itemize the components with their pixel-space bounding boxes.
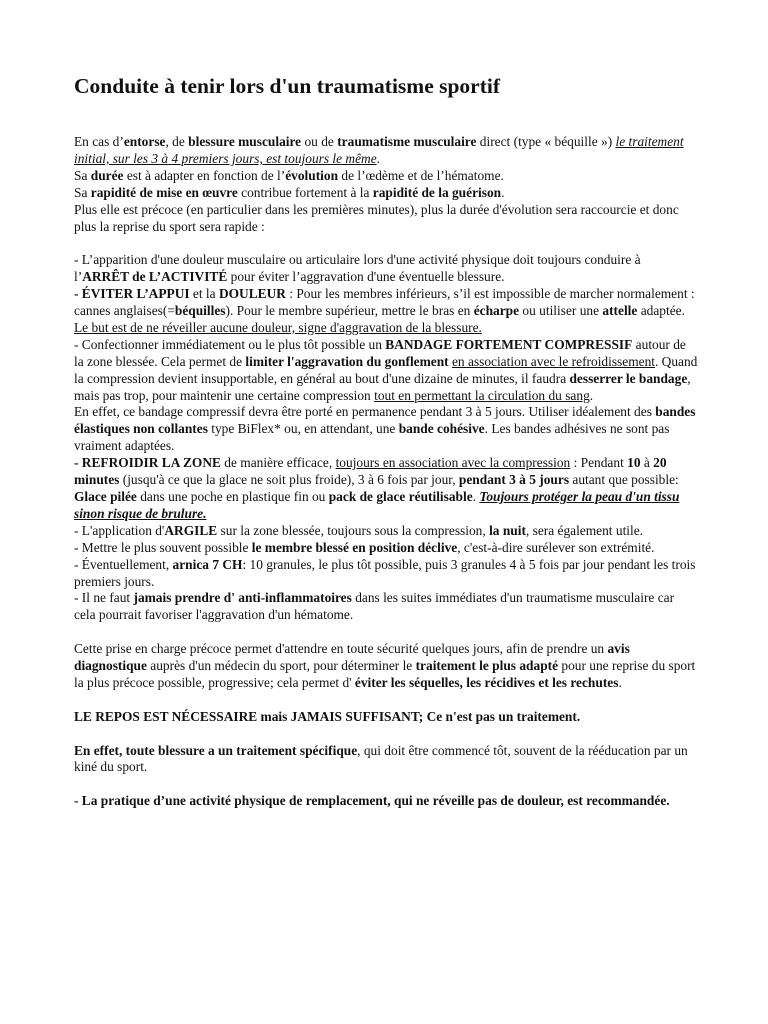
text-run: Cette prise en charge précoce permet d'attendre en toute sécurité quelques jours, afin de prendre un [74,641,608,657]
text-run: . [618,674,622,690]
text-run: contribue fortement à la [237,184,373,200]
bold-term: Glace pilée [74,489,137,505]
text-run: , sera également utile. [525,522,644,538]
argile-paragraph [74,523,698,540]
repos-statement: LE REPOS EST NÉCESSAIRE mais JAMAIS SUFFISANT; Ce n'est pas un traitement. [74,708,581,724]
text-run: En cas d’ [74,134,124,149]
text-run: (jusqu'à ce que la glace ne soit plus froide), 3 à 6 fois par jour, [119,472,459,488]
emphasized-statement: le traitement initial, sur les 3 à 4 premiers jours, est toujours le même [74,134,684,166]
bold-term: durée [90,167,124,183]
bold-term: BANDAGE FORTEMENT COMPRESSIF [385,336,633,352]
text-run: auprès d'un médecin du sport, pour déterminer le [146,658,416,674]
bold-term: DOULEUR [218,286,286,302]
text-run: direct (type « béquille ») [476,134,616,149]
text-run: . Quand la compression devient insupportable, en général au bout d'une dizaine de minutes, il faudra [74,353,698,386]
text-run: : Pendant [570,455,628,471]
text-run: pour éviter l’aggravation d'une éventuelle blessure. [227,269,505,285]
text-run: type BiFlex* ou, en attendant, une [207,421,399,437]
text-run: - Il ne faut [74,590,134,606]
paragraph-gap [74,692,698,709]
text-run: , c'est-à-dire surélever son extrémité. [457,539,655,555]
text-run: . Les bandes adhésives ne sont pas vraiment adaptées. [74,421,670,454]
document-title: Conduite à tenir lors d'un traumatisme sportif [74,74,501,98]
text-run: , qui doit être commencé tôt, souvent de la rééducation par un kiné du sport. [74,742,688,775]
text-run: de manière efficace, [220,455,336,471]
text-run: , mais pas trop, pour maintenir une certaine compression [74,370,691,403]
bold-term: jamais prendre d' anti-inflammatoires [133,590,352,606]
bandage-effet-paragraph [74,404,698,455]
bold-term: pendant 3 à 5 jours [458,472,570,488]
traitement-specifique-paragraph [74,743,698,777]
duree-paragraph [74,168,698,185]
bold-term: évolution [285,167,339,183]
underlined-text: en association avec le refroidissement [451,353,655,369]
intro-paragraph [74,134,698,168]
document-page [74,72,698,810]
text-run: et la [189,286,219,302]
text-run: adaptée. [637,303,685,319]
bold-term: pack de glace réutilisable [328,489,473,505]
bandage-paragraph [74,337,698,405]
bold-term: la nuit [489,522,526,538]
anti-inflammatoires-paragraph [74,590,698,624]
bold-term: En effet, toute blessure a un traitement spécifique [74,742,358,758]
text-run: : Pour les membres inférieurs, s’il est impossible de marcher normalement : cannes anglaises(= [74,286,695,319]
text-run: dans une poche en plastique fin ou [136,489,329,505]
underlined-text: toujours en association avec la compression [335,455,571,471]
document-body [74,134,698,810]
bold-term: limiter l'aggravation du gonflement [245,353,449,369]
text-run: de l’œdème et de l’hématome. [338,167,504,183]
bold-term: traitement le plus adapté [415,658,559,674]
text-run: sur la zone blessée, toujours sous la compression, [217,522,490,538]
bold-term: desserrer le bandage [569,370,688,386]
arret-paragraph [74,252,698,286]
bold-term: béquilles [174,303,226,319]
text-run: Sa [74,167,91,183]
text-run: . [501,184,505,200]
text-run: Sa [74,184,91,200]
prise-en-charge-paragraph [74,641,698,692]
refroidir-paragraph [74,455,698,523]
text-run: - L'application d' [74,522,165,538]
paragraph-gap [74,726,698,743]
bold-term: traumatisme musculaire [337,134,477,149]
bold-term: attelle [602,303,638,319]
text-run: ou de [301,134,338,149]
text-run: pour une reprise du sport la plus précoce possible, progressive; cela permet d' [74,658,696,690]
bold-term: 10 [627,455,641,471]
text-run: ). Pour le membre supérieur, mettre le bras en [225,303,474,319]
text-run: - Éventuellement, [74,556,173,572]
bold-term: avis diagnostique [74,641,630,674]
underlined-text: Le but est de ne réveiller aucune douleur, signe d'aggravation de la blessure. [74,319,482,335]
bold-term: éviter les séquelles, les récidives et les rechutes [354,674,619,690]
declive-paragraph [74,540,698,557]
bold-term: ARRÊT de L’ACTIVITÉ [82,269,228,285]
text-run: : 10 granules, le plus tôt possible, puis 3 granules 4 à 5 fois par jour pendant les trois premiers jours. [74,556,696,589]
bold-term: ARGILE [164,522,218,538]
bold-term: rapidité de mise en œuvre [90,184,238,200]
bold-term: blessure musculaire [188,134,302,149]
text-run: autant que possible: [569,472,679,488]
warning-text: Toujours protéger la peau d'un tissu sinon risque de brulure. [74,489,680,521]
text-run: . [376,150,381,166]
bold-term: écharpe [473,303,520,319]
arnica-paragraph [74,557,698,591]
text-run: En effet, ce bandage compressif devra être porté en permanence pendant 3 à 5 jours. Utiliser idéalement des [74,404,656,420]
paragraph-gap [74,624,698,641]
text-run: ou utiliser une [519,303,603,319]
appui-paragraph [74,286,698,337]
text-run: autour de la zone blessée. Cela permet de [74,336,686,369]
underlined-text: tout en permettant la circulation du sang [374,387,590,403]
bold-term: 20 minutes [74,455,667,488]
paragraph-gap [74,235,698,252]
bold-term: - REFROIDIR LA ZONE [74,455,221,471]
text-run: - Confectionner immédiatement ou le plus tôt possible un [74,336,386,352]
paragraph-gap [74,776,698,793]
bold-term: le membre blessé en position déclive [251,539,458,555]
text-run: . [589,387,594,403]
text-run: - Mettre le plus souvent possible [74,539,252,555]
rapidite-paragraph [74,185,698,202]
bold-term: arnica 7 CH [172,556,243,572]
bold-term: bandes élastiques non collantes [74,404,696,437]
bold-term: - ÉVITER L’APPUI [74,286,190,302]
text-run: . [472,489,480,505]
text-run: - L’apparition d'une douleur musculaire ou articulaire lors d'une activité physique doit toujours conduire à l’ [74,252,641,285]
precocite-paragraph: Plus elle est précoce (en particulier dans les premières minutes), plus la durée d'évolution sera raccourcie et donc plus la reprise du sport sera rapide : [74,201,679,234]
text-run: dans les suites immédiates d'un traumatisme musculaire car cela pourrait favoriser l'aggravation d'un hématome. [74,590,675,623]
bold-term: entorse [123,134,166,149]
bold-term: bande cohésive [398,421,485,437]
text-run: à [640,455,654,471]
bold-term: rapidité de la guérison [372,184,502,200]
text-run: , de [165,134,189,149]
activite-remplacement-statement: - La pratique d’une activité physique de remplacement, qui ne réveille pas de douleur, est recommandée. [74,793,670,809]
text-run: est à adapter en fonction de l’ [123,167,286,183]
